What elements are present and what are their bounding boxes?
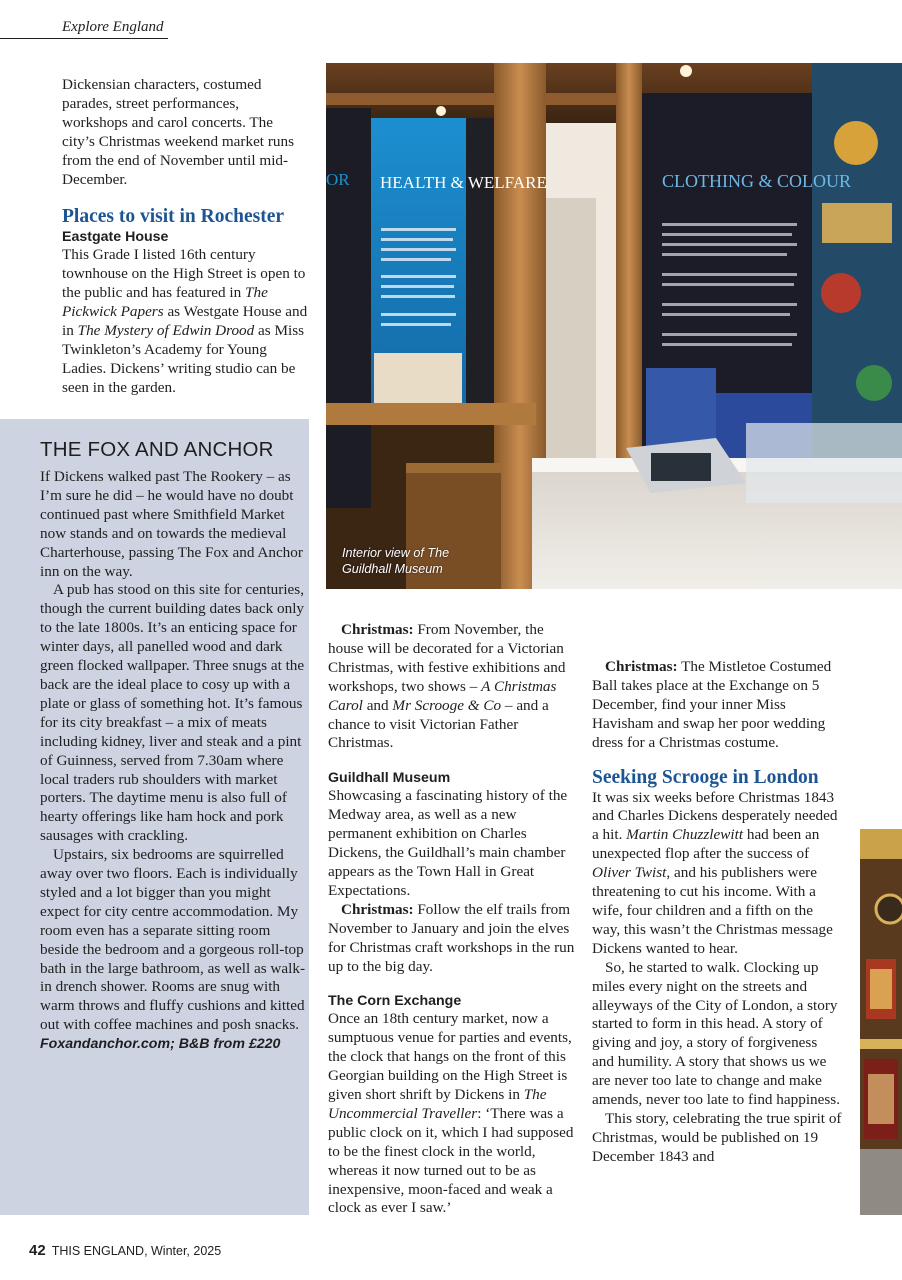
rochester-heading: Places to visit in Rochester xyxy=(62,206,285,228)
panel-title-clothing: CLOTHING & COLOUR xyxy=(662,171,851,191)
intro-column xyxy=(62,76,308,398)
arcade-photo xyxy=(860,829,902,1215)
guildhall-paragraph: Showcasing a fascinating history of the Medway area, as well as a new permanent exhibition on Charles Dickens, the Guildhall’s main chamber appears as the Town Hall in Great Expectations. xyxy=(328,787,568,899)
guildhall-title: Guildhall Museum xyxy=(328,770,451,787)
magazine-name: THIS ENGLAND, Winter, 2025 xyxy=(51,1244,222,1258)
sidebar-title: THE FOX AND ANCHOR xyxy=(40,438,274,461)
page-footer xyxy=(29,1242,221,1259)
intro-paragraph: Dickensian characters, costumed parades, street performances, workshops and carol concerts. The city’s Christmas weekend market runs from the end of November until mid-December. xyxy=(62,76,294,188)
corn-exchange-title: The Corn Exchange xyxy=(328,993,462,1010)
sidebar-paragraph-1: If Dickens walked past The Rookery – as I’m sure he did – he would have no doubt continued past where Smithfield Market now stands and on towards the medieval Charterhouse, passing The Fox and Anchor inn on the way. xyxy=(40,468,303,580)
corn-exchange-paragraph: Once an 18th century market, now a sumptuous venue for parties and events, the clock that hangs on the front of this Georgian building on the High Street is given short shrift by Dickens in The Uncommercial Traveller: ‘There was a public clock on it, which I had supposed to be the finest clock in the world, whereas it now turned out to be as inexpensive, moon-faced and weak a clock as ever I saw.’ xyxy=(328,1010,574,1217)
panel-title-health: HEALTH & WELFARE xyxy=(380,173,547,192)
sidebar-credit: Foxandanchor.com; B&B from £220 xyxy=(40,1036,281,1053)
sidebar-paragraph-2: A pub has stood on this site for centuries, though the current building dates back only to the late 1800s. It’s an enticing space for winter days, all panelled wood and dark green flocked wallpaper. Three snugs at the back are the ideal place to cosy up with a plate or glass of something hot. It’s famous for its city breakfast – a mix of meats including kidney, liver and steak and a pint of Guinness, served from 7.30am where local traders rub shoulders with market porters. The daytime menu is also full of hearty offerings like ham hock and pork sausages with crackling. xyxy=(40,581,305,845)
eastgate-paragraph: This Grade I listed 16th century townhouse on the High Street is open to the public and has featured in The Pickwick Papers as Westgate House and in The Mystery of Edwin Drood as Miss Twinkleton’s Academy for Young Ladies. Dickens’ writing studio can be seen in the garden. xyxy=(62,246,308,396)
sidebar-paragraph-3: Upstairs, six bedrooms are squirrelled away over two floors. Each is individually styled and a lot bigger than you might expect for city centre accommodation. My room even has a separate sitting room beside the bedroom and a gorgeous roll-top bath in the large bathroom, as well as walk-in drench shower. Rooms are snug with warm throws and fluffy cushions and kitted out with coffee machines and posh snacks. xyxy=(40,846,306,1034)
corn-christmas-column xyxy=(592,658,842,1167)
museum-photo xyxy=(326,63,902,589)
scrooge-heading: Seeking Scrooge in London xyxy=(592,766,819,788)
guildhall-christmas: Christmas: Follow the elf trails from November to January and join the elves for Christmas craft workshops in the run up to the big day. xyxy=(328,900,575,975)
rochester-column xyxy=(328,621,576,1218)
eastgate-title: Eastgate House xyxy=(62,229,169,246)
eastgate-christmas: Christmas: From November, the house will be decorated for a Victorian Christmas, with festive exhibitions and workshops, two shows – A Christmas Carol and Mr Scrooge & Co – and a chance to visit Victorian Father Christmas. xyxy=(328,621,566,752)
section-label: Explore England xyxy=(62,19,164,35)
panel-title-partial: OR xyxy=(326,170,350,189)
sidebar-content xyxy=(40,438,308,1054)
page-number: 42 xyxy=(29,1242,46,1259)
header-rule xyxy=(0,38,168,39)
scrooge-paragraph-1: It was six weeks before Christmas 1843 and Charles Dickens desperately needed a hit. Martin Chuzzlewitt had been an unexpected flop after the success of Oliver Twist, and his publishers were threatening to cut his income. With a wife, four children and a fifth on the way, this wasn’t the Christmas message Dickens wanted to hear. xyxy=(592,788,838,957)
photo-caption: Interior view of The Guildhall Museum xyxy=(342,546,450,576)
corn-exchange-christmas: Christmas: The Mistletoe Costumed Ball takes place at the Exchange on 5 December, find your inner Miss Havisham and swap her poor wedding dress for a Christmas costume. xyxy=(592,658,832,751)
scrooge-paragraph-2: So, he started to walk. Clocking up miles every night on the streets and alleyways of the City of London, a story started to form in this head. A story of giving and joy, a story of forgiveness and humility. A story that shows us we are never too late to change and make amends, never too late to find happiness. xyxy=(592,958,840,1109)
scrooge-paragraph-3: This story, celebrating the true spirit of Christmas, would be published on 19 December 1843 and xyxy=(592,1109,842,1165)
